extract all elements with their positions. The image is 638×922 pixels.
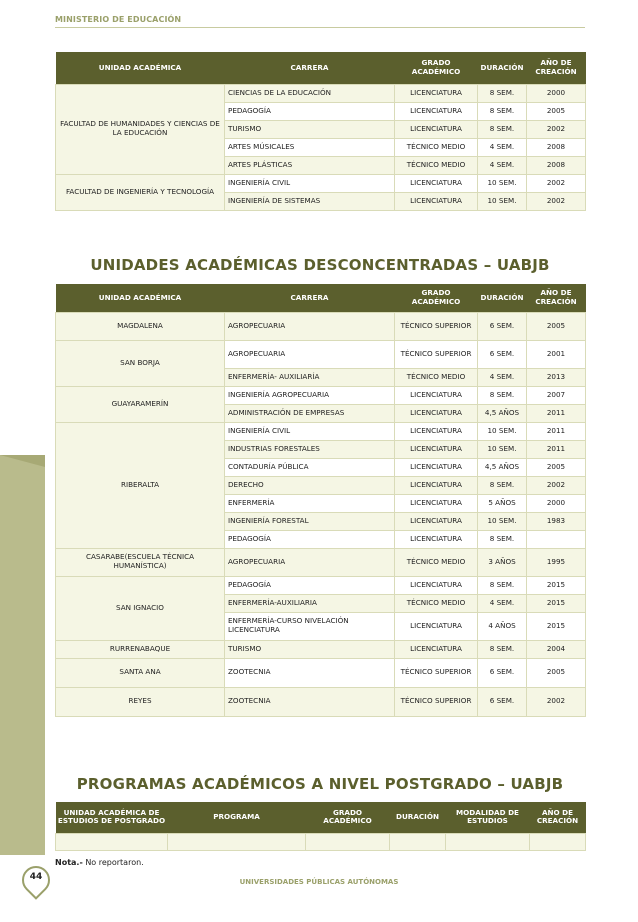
table-row-empty — [56, 833, 586, 850]
duracion-cell: 6 SEM. — [478, 340, 527, 368]
carrera-cell: INDUSTRIAS FORESTALES — [225, 440, 395, 458]
duracion-cell: 8 SEM. — [478, 84, 527, 102]
anio-cell: 2005 — [527, 312, 586, 340]
grado-cell: LICENCIATURA — [395, 102, 478, 120]
col-header-carrera: CARRERA — [225, 284, 395, 312]
unit-cell: SANTA ANA — [56, 658, 225, 687]
duracion-cell: 8 SEM. — [478, 530, 527, 548]
col-header-duracion: DURACIÓN — [478, 284, 527, 312]
anio-cell: 2005 — [527, 658, 586, 687]
anio-cell: 2008 — [527, 138, 586, 156]
table-row — [56, 422, 586, 440]
table-facultades — [55, 52, 586, 211]
duracion-cell: 8 SEM. — [478, 120, 527, 138]
grado-cell: LICENCIATURA — [395, 386, 478, 404]
empty-cell — [168, 833, 306, 850]
empty-cell — [446, 833, 530, 850]
grado-cell: LICENCIATURA — [395, 476, 478, 494]
anio-cell: 2002 — [527, 174, 586, 192]
duracion-cell: 4 AÑOS — [478, 612, 527, 640]
grado-cell: TÉCNICO MEDIO — [395, 594, 478, 612]
anio-cell: 2007 — [527, 386, 586, 404]
table-row — [56, 687, 586, 716]
empty-cell — [390, 833, 446, 850]
col-header-grado: GRADO ACADÉMICO — [395, 52, 478, 84]
carrera-cell: INGENIERÍA CIVIL — [225, 422, 395, 440]
carrera-cell: TURISMO — [225, 640, 395, 658]
col-header-unidad: UNIDAD ACADÉMICA — [56, 52, 225, 84]
table-row — [56, 576, 586, 594]
carrera-cell: INGENIERÍA CIVIL — [225, 174, 395, 192]
grado-cell: TÉCNICO SUPERIOR — [395, 687, 478, 716]
page-number: 44 — [29, 872, 43, 882]
table-row — [56, 640, 586, 658]
section-title-desconcentradas: UNIDADES ACADÉMICAS DESCONCENTRADAS – UABJB — [90, 256, 550, 274]
col-header-unidad-postgrado: UNIDAD ACADÉMICA DE ESTUDIOS DE POSTGRADO — [56, 802, 168, 833]
unit-cell: RIBERALTA — [56, 422, 225, 548]
col-header-duracion: DURACIÓN — [478, 52, 527, 84]
anio-cell: 2001 — [527, 340, 586, 368]
carrera-cell: ARTES MÚSICALES — [225, 138, 395, 156]
duracion-cell: 6 SEM. — [478, 312, 527, 340]
col-header-modalidad: MODALIDAD DE ESTUDIOS — [446, 802, 530, 833]
table-row — [56, 312, 586, 340]
col-header-unidad: UNIDAD ACADÉMICA — [56, 284, 225, 312]
duracion-cell: 8 SEM. — [478, 102, 527, 120]
unit-cell: REYES — [56, 687, 225, 716]
duracion-cell: 10 SEM. — [478, 440, 527, 458]
anio-cell: 2000 — [527, 84, 586, 102]
table-header-row — [56, 802, 586, 833]
grado-cell: LICENCIATURA — [395, 440, 478, 458]
anio-cell: 2004 — [527, 640, 586, 658]
grado-cell: TÉCNICO MEDIO — [395, 138, 478, 156]
ministry-header: MINISTERIO DE EDUCACIÓN — [55, 15, 182, 24]
grado-cell: TÉCNICO MEDIO — [395, 368, 478, 386]
unit-cell: SAN IGNACIO — [56, 576, 225, 640]
anio-cell: 2011 — [527, 404, 586, 422]
duracion-cell: 3 AÑOS — [478, 548, 527, 576]
carrera-cell: ENFERMERÍA-CURSO NIVELACIÓN LICENCIATURA — [225, 612, 395, 640]
anio-cell: 2011 — [527, 422, 586, 440]
grado-cell: LICENCIATURA — [395, 422, 478, 440]
table-row — [56, 386, 586, 404]
table-header-row — [56, 284, 586, 312]
grado-cell: TÉCNICO SUPERIOR — [395, 658, 478, 687]
anio-cell: 2015 — [527, 576, 586, 594]
anio-cell: 1995 — [527, 548, 586, 576]
unit-cell: RURRENABAQUE — [56, 640, 225, 658]
carrera-cell: INGENIERÍA AGROPECUARIA — [225, 386, 395, 404]
duracion-cell: 6 SEM. — [478, 687, 527, 716]
carrera-cell: CONTADURÍA PÚBLICA — [225, 458, 395, 476]
col-header-anio: AÑO DE CREACIÓN — [530, 802, 586, 833]
duracion-cell: 8 SEM. — [478, 386, 527, 404]
carrera-cell: ENFERMERÍA — [225, 494, 395, 512]
table-row — [56, 84, 586, 102]
col-header-duracion: DURACIÓN — [390, 802, 446, 833]
anio-cell: 1983 — [527, 512, 586, 530]
carrera-cell: ZOOTECNIA — [225, 687, 395, 716]
carrera-cell: DERECHO — [225, 476, 395, 494]
carrera-cell: PEDAGOGÍA — [225, 576, 395, 594]
carrera-cell: PEDAGOGÍA — [225, 530, 395, 548]
duracion-cell: 4 SEM. — [478, 368, 527, 386]
grado-cell: LICENCIATURA — [395, 494, 478, 512]
side-tab — [0, 455, 45, 855]
anio-cell: 2005 — [527, 102, 586, 120]
table-row — [56, 340, 586, 368]
duracion-cell: 10 SEM. — [478, 422, 527, 440]
col-header-grado: GRADO ACADÉMICO — [306, 802, 390, 833]
carrera-cell: ARTES PLÁSTICAS — [225, 156, 395, 174]
unit-cell: GUAYARAMERÍN — [56, 386, 225, 422]
carrera-cell: TURISMO — [225, 120, 395, 138]
grado-cell: LICENCIATURA — [395, 640, 478, 658]
duracion-cell: 4 SEM. — [478, 138, 527, 156]
empty-cell — [56, 833, 168, 850]
carrera-cell: CIENCIAS DE LA EDUCACIÓN — [225, 84, 395, 102]
anio-cell: 2002 — [527, 687, 586, 716]
grado-cell: TÉCNICO SUPERIOR — [395, 340, 478, 368]
col-header-anio: AÑO DE CREACIÓN — [527, 284, 586, 312]
unit-cell: MAGDALENA — [56, 312, 225, 340]
carrera-cell: AGROPECUARIA — [225, 548, 395, 576]
duracion-cell: 10 SEM. — [478, 512, 527, 530]
anio-cell: 2015 — [527, 612, 586, 640]
table-row — [56, 174, 586, 192]
header-rule — [55, 27, 585, 28]
carrera-cell: ENFERMERÍA-AUXILIARIA — [225, 594, 395, 612]
duracion-cell: 10 SEM. — [478, 174, 527, 192]
grado-cell: LICENCIATURA — [395, 84, 478, 102]
carrera-cell: ENFERMERÍA- AUXILIARÍA — [225, 368, 395, 386]
col-header-programa: PROGRAMA — [168, 802, 306, 833]
col-header-carrera: CARRERA — [225, 52, 395, 84]
unit-cell: CASARABE(ESCUELA TÉCNICA HUMANÍSTICA) — [56, 548, 225, 576]
unit-cell: SAN BORJA — [56, 340, 225, 386]
grado-cell: LICENCIATURA — [395, 612, 478, 640]
duracion-cell: 8 SEM. — [478, 640, 527, 658]
grado-cell: LICENCIATURA — [395, 192, 478, 210]
grado-cell: TÉCNICO MEDIO — [395, 548, 478, 576]
carrera-cell: ADMINISTRACIÓN DE EMPRESAS — [225, 404, 395, 422]
unit-cell: FACULTAD DE INGENIERÍA Y TECNOLOGÍA — [56, 174, 225, 210]
anio-cell: 2002 — [527, 192, 586, 210]
unit-cell: FACULTAD DE HUMANIDADES Y CIENCIAS DE LA EDUCACIÓN — [56, 84, 225, 174]
empty-cell — [530, 833, 586, 850]
carrera-cell: INGENIERÍA FORESTAL — [225, 512, 395, 530]
table-header-row — [56, 52, 586, 84]
duracion-cell: 8 SEM. — [478, 476, 527, 494]
footer-title: UNIVERSIDADES PÚBLICAS AUTÓNOMAS — [239, 878, 399, 886]
empty-cell — [306, 833, 390, 850]
grado-cell: LICENCIATURA — [395, 530, 478, 548]
duracion-cell: 5 AÑOS — [478, 494, 527, 512]
anio-cell: 2011 — [527, 440, 586, 458]
grado-cell: LICENCIATURA — [395, 120, 478, 138]
carrera-cell: INGENIERÍA DE SISTEMAS — [225, 192, 395, 210]
note-text: No reportaron. — [82, 858, 144, 867]
grado-cell: LICENCIATURA — [395, 404, 478, 422]
anio-cell: 2002 — [527, 476, 586, 494]
carrera-cell: AGROPECUARIA — [225, 312, 395, 340]
anio-cell: 2013 — [527, 368, 586, 386]
duracion-cell: 6 SEM. — [478, 658, 527, 687]
carrera-cell: PEDAGOGÍA — [225, 102, 395, 120]
grado-cell: LICENCIATURA — [395, 458, 478, 476]
table-postgrado — [55, 802, 586, 851]
anio-cell: 2000 — [527, 494, 586, 512]
carrera-cell: ZOOTECNIA — [225, 658, 395, 687]
anio-cell: 2015 — [527, 594, 586, 612]
col-header-anio: AÑO DE CREACIÓN — [527, 52, 586, 84]
grado-cell: TÉCNICO SUPERIOR — [395, 312, 478, 340]
anio-cell — [527, 530, 586, 548]
table-row — [56, 658, 586, 687]
table-row — [56, 548, 586, 576]
duracion-cell: 4 SEM. — [478, 594, 527, 612]
note-label: Nota.- — [55, 858, 83, 867]
duracion-cell: 10 SEM. — [478, 192, 527, 210]
anio-cell: 2002 — [527, 120, 586, 138]
grado-cell: LICENCIATURA — [395, 576, 478, 594]
grado-cell: LICENCIATURA — [395, 174, 478, 192]
table-desconcentradas — [55, 284, 586, 717]
side-tab-fold — [0, 455, 45, 467]
grado-cell: TÉCNICO MEDIO — [395, 156, 478, 174]
anio-cell: 2008 — [527, 156, 586, 174]
section-title-postgrado: PROGRAMAS ACADÉMICOS A NIVEL POSTGRADO – UABJB — [76, 775, 564, 793]
duracion-cell: 4,5 AÑOS — [478, 458, 527, 476]
duracion-cell: 4 SEM. — [478, 156, 527, 174]
col-header-grado: GRADO ACADÉMICO — [395, 284, 478, 312]
duracion-cell: 4,5 AÑOS — [478, 404, 527, 422]
grado-cell: LICENCIATURA — [395, 512, 478, 530]
note — [55, 858, 144, 867]
duracion-cell: 8 SEM. — [478, 576, 527, 594]
anio-cell: 2005 — [527, 458, 586, 476]
carrera-cell: AGROPECUARIA — [225, 340, 395, 368]
